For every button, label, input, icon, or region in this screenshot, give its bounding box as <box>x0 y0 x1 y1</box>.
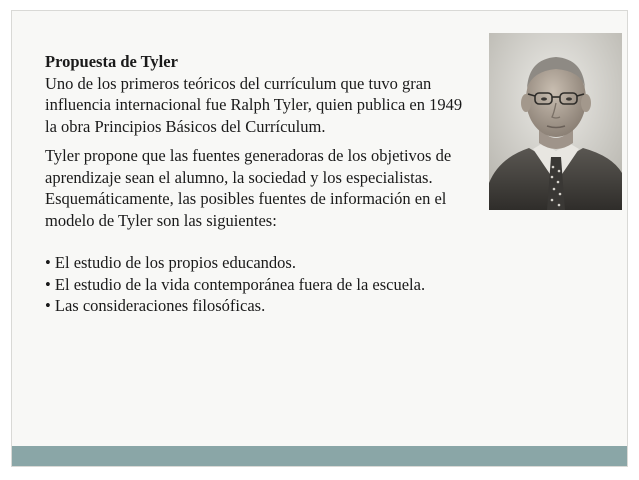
bullet-item: • Las consideraciones filosóficas. <box>45 296 266 315</box>
bullet-list <box>45 252 465 317</box>
slide <box>11 10 628 467</box>
bullet-item: • El estudio de los propios educandos. <box>45 253 296 272</box>
footer-bar <box>12 446 627 466</box>
portrait-photo <box>489 33 622 210</box>
paragraph-intro: Uno de los primeros teóricos del currículum que tuvo gran influencia internacional fue Ralph Tyler, quien publica en 1949 la obra Principios Básicos del Currículum. <box>45 73 463 136</box>
slide-text-block <box>45 51 465 317</box>
slide-title: Propuesta de Tyler <box>45 52 178 71</box>
bullet-item: • El estudio de la vida contemporánea fuera de la escuela. <box>45 274 426 294</box>
paragraph-scheme: Esquemáticamente, las posibles fuentes de información en el modelo de Tyler son las siguientes: <box>45 189 447 230</box>
paragraph-sources: Tyler propone que las fuentes generadoras de los objetivos de aprendizaje sean el alumno, la sociedad y los especialistas. <box>45 146 452 187</box>
